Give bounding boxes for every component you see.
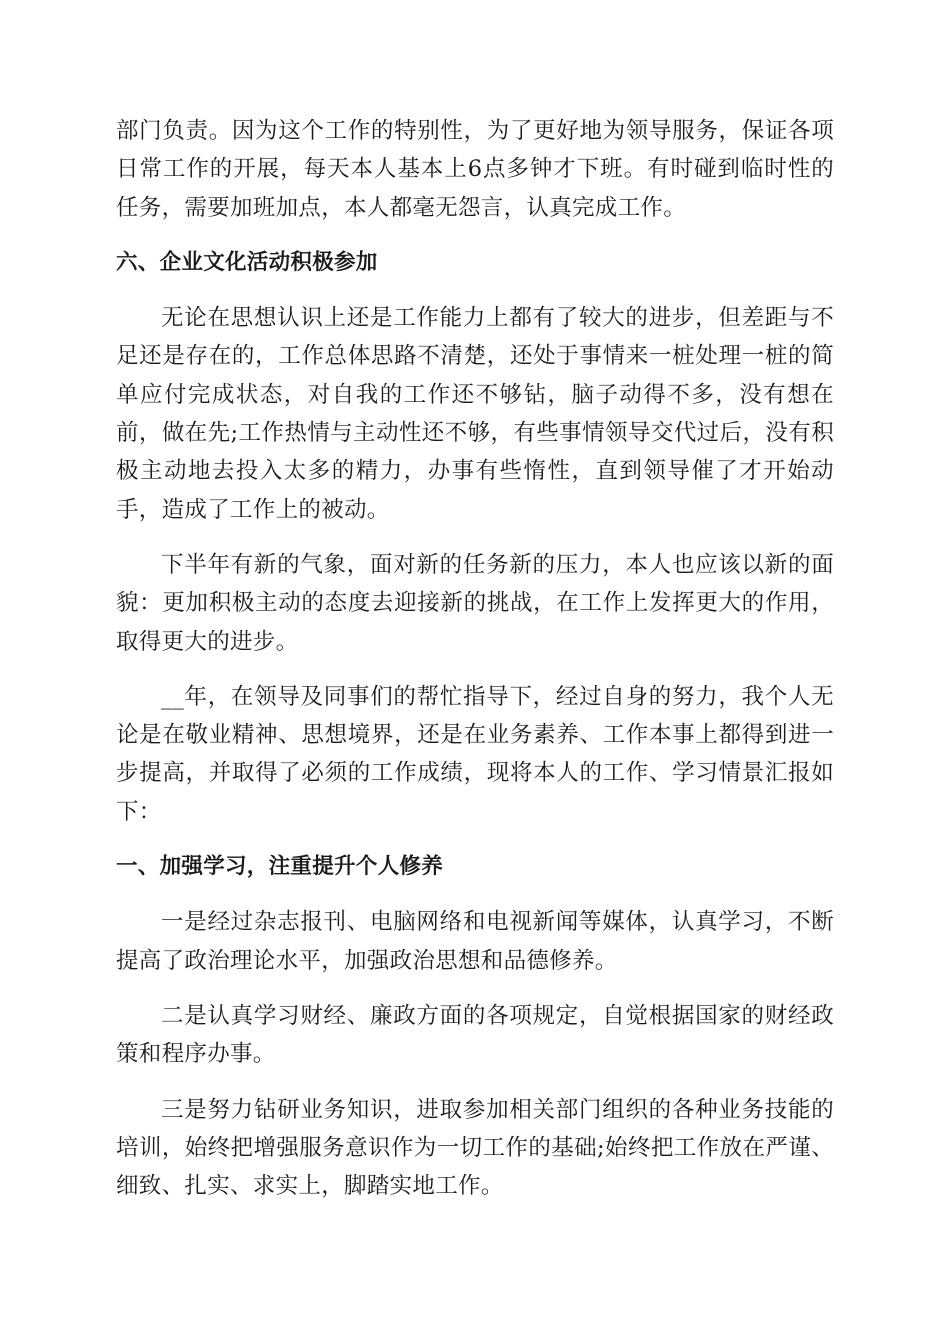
paragraph-shortcomings: 无论在思想认识上还是工作能力上都有了较大的进步，但差距与不足还是存在的，工作总体思路不清楚，还处于事情来一桩处理一桩的简单应付完成状态，对自我的工作还不够钻，脑子动得不多，没有想在前，做在先;工作热情与主动性还不够，有些事情领导交代过后，没有积极主动地去投入太多的精力，办事有些惰性，直到领导催了才开始动手，造成了工作上的被动。 [116,305,834,523]
document-page [116,112,834,1222]
paragraph-annual-summary-intro: __年，在领导及同事们的帮忙指导下，经过自身的努力，我个人无论是在敬业精神、思想境界，还是在业务素养、工作本事上都得到进一步提高，并取得了必须的工作成绩，现将本人的工作、学习情景汇报如下： [116,683,834,825]
paragraph-work-hours: 部门负责。因为这个工作的特别性，为了更好地为领导服务，保证各项日常工作的开展，每天本人基本上6点多钟才下班。有时碰到临时性的任务，需要加班加点，本人都毫无怨言，认真完成工作。 [116,118,834,221]
paragraph-learning-point-1: 一是经过杂志报刊、电脑网络和电视新闻等媒体，认真学习，不断提高了政治理论水平，加强政治思想和品德修养。 [116,909,834,974]
paragraph-learning-point-3: 三是努力钻研业务知识，进取参加相关部门组织的各种业务技能的培训，始终把增强服务意识作为一切工作的基础;始终把工作放在严谨、细致、扎实、求实上，脚踏实地工作。 [116,1096,834,1200]
section-heading-culture-activities: 六、企业文化活动积极参加 [116,249,378,275]
paragraph-second-half-outlook: 下半年有新的气象，面对新的任务新的压力，本人也应该以新的面貌：更加积极主动的态度去迎接新的挑战，在工作上发挥更大的作用，取得更大的进步。 [116,551,834,655]
paragraph-learning-point-2: 二是认真学习财经、廉政方面的各项规定，自觉根据国家的财经政策和程序办事。 [116,1002,834,1068]
section-heading-learning: 一、加强学习，注重提升个人修养 [116,854,444,880]
